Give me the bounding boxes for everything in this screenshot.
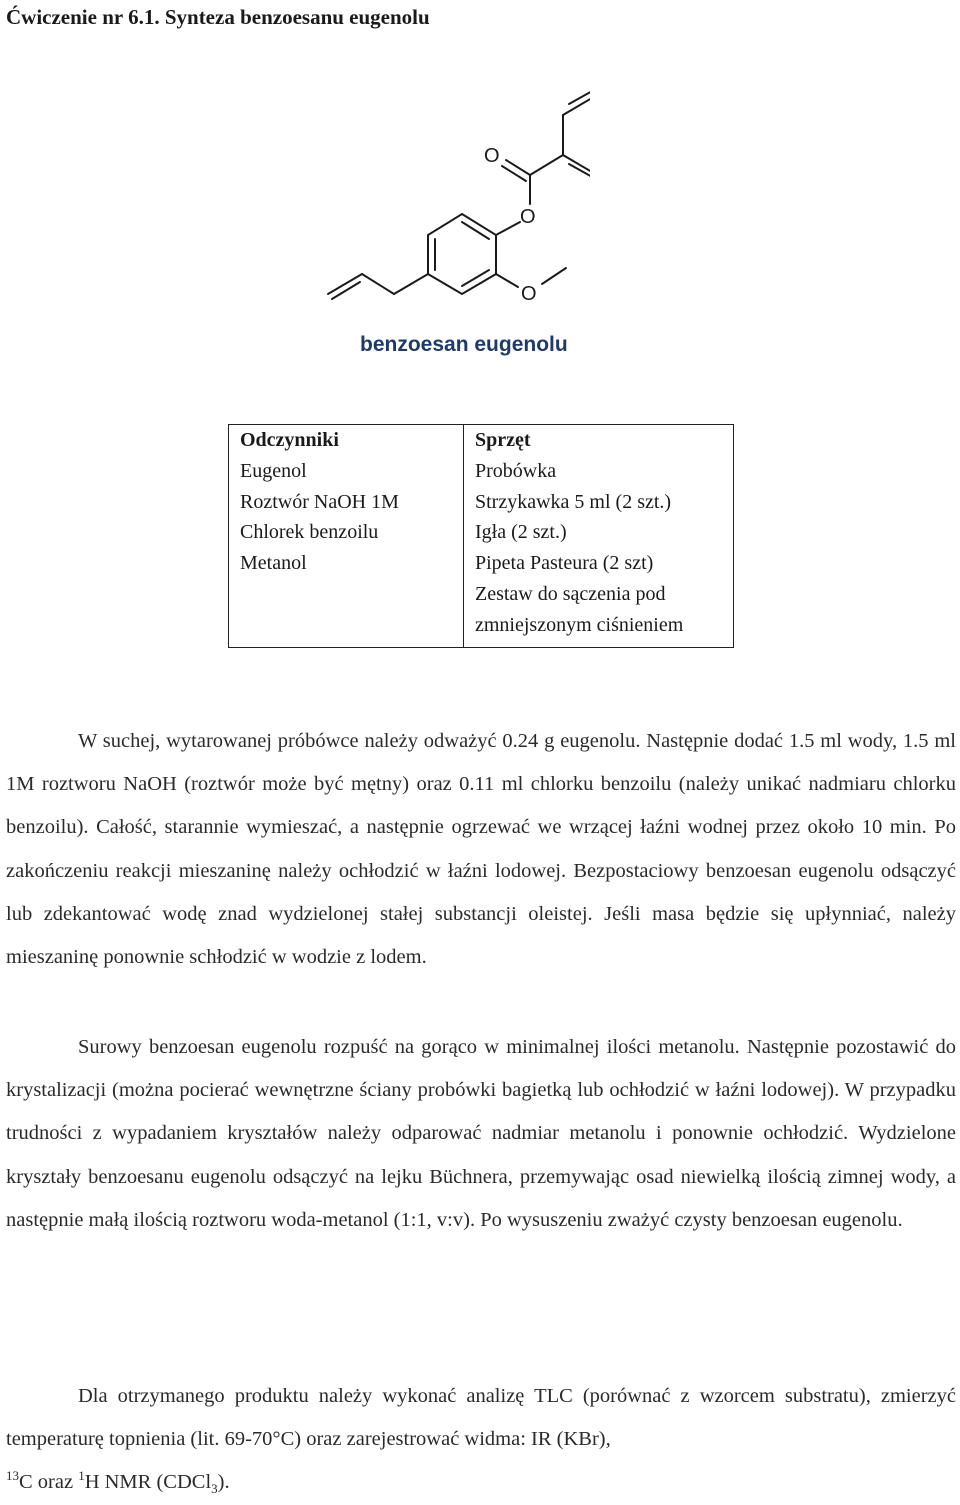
reagent-item: Metanol xyxy=(240,552,307,575)
eugenol-ring-inner-bond xyxy=(462,270,489,286)
reagents-equipment-table xyxy=(228,424,734,648)
reagents-column xyxy=(229,425,464,648)
procedure-paragraph-crystallization: Surowy benzoesan eugenolu rozpuść na gorąco w minimalnej ilości metanolu. Następnie pozostawić do krystalizacji (można pocierać wewnętrzne ściany probówki bagietką lub ochłodzić w łaźni lodowej). W przypadku trudności z wypadaniem kryształów należy odparować nadmiar metanolu i ponownie ochłodzić. Wydzielone kryształy benzoesanu eugenolu odsączyć na lejku Büchnera, przemywając osad niewielką ilością zimnej wody, a następnie małą ilością roztworu woda-metanol (1:1, v:v). Po wysuszeniu zważyć czysty benzoesan eugenolu. xyxy=(6,1036,956,1231)
procedure-paragraph-synthesis: W suchej, wytarowanej próbówce należy odważyć 0.24 g eugenolu. Następnie dodać 1.5 ml wody, 1.5 ml 1M roztworu NaOH (roztwór może być mętny) oraz 0.11 ml chlorku benzoilu (należy unikać nadmiaru chlorku benzoilu). Całość, starannie wymieszać, a następnie ogrzewać we wrzącej łaźni wodnej przez około 10 min. Po zakończeniu reakcji mieszaninę należy ochłodzić w łaźni lodowej. Bezpostaciowy benzoesan eugenolu odsączyć lub zdekantować wodę znad wydzielonej stałej substancji oleistej. Jeśli masa będzie się upłynniać, należy mieszaninę ponownie schłodzić w wodzie z lodem. xyxy=(6,730,956,969)
carbon-mass-number: 13 xyxy=(6,1468,19,1484)
hydrogen-mass-number: 1 xyxy=(78,1468,85,1484)
carbonyl-double-bond-b xyxy=(502,166,526,181)
reagent-item: Eugenol xyxy=(240,459,307,482)
analysis-text: Dla otrzymanego produktu należy wykonać analizę TLC (porównać z wzorcem substratu), zmierzyć temperaturę topnienia (lit. 69-70°C) oraz zarejestrować widma: IR (KBr), xyxy=(6,1385,956,1451)
equipment-item: Pipeta Pasteura (2 szt) xyxy=(475,552,654,575)
ring-to-carbonyl-bond xyxy=(530,155,563,175)
ester-o-to-ring-bond xyxy=(496,222,520,235)
benzoyl-ring xyxy=(563,95,590,175)
methoxy-oxygen-label: O xyxy=(521,283,537,305)
analysis-end: ). xyxy=(217,1471,230,1494)
allyl-bond-1 xyxy=(394,274,428,294)
eugenol-ring xyxy=(428,214,496,294)
chemical-structure xyxy=(310,82,590,314)
equipment-item: Probówka xyxy=(475,459,557,482)
equipment-column xyxy=(464,425,734,648)
allyl-bond-2 xyxy=(362,274,394,294)
page-title: Ćwiczenie nr 6.1. Synteza benzoesanu eugenolu xyxy=(6,5,430,29)
carbonyl-oxygen-label: O xyxy=(484,145,500,167)
eugenol-benzoate-structure-diagram xyxy=(310,82,590,314)
structure-caption: benzoesan eugenolu xyxy=(360,333,568,356)
benzoyl-ring-inner-bond xyxy=(569,164,590,178)
reagent-item: Roztwór NaOH 1M xyxy=(240,490,399,513)
eugenol-ring-inner-bond xyxy=(462,222,489,239)
ester-oxygen-label: O xyxy=(520,206,536,228)
equipment-item: Igła (2 szt.) xyxy=(475,521,567,544)
ring-to-methoxy-o-bond xyxy=(496,274,518,287)
equipment-item: zmniejszonym ciśnieniem xyxy=(475,613,684,636)
equipment-header: Sprzęt xyxy=(475,429,531,451)
equipment-item: Strzykawka 5 ml (2 szt.) xyxy=(475,490,672,513)
reagents-header: Odczynniki xyxy=(240,429,339,451)
equipment-item: Zestaw do sączenia pod xyxy=(475,582,666,605)
reagent-item: Chlorek benzoilu xyxy=(240,521,379,544)
proton-nmr-text: H NMR (CDCl xyxy=(84,1471,212,1494)
carbon-nmr-text: C oraz xyxy=(19,1471,74,1494)
table-row xyxy=(229,425,734,648)
carbonyl-double-bond-a xyxy=(506,160,530,175)
methoxy-methyl-bond xyxy=(542,268,566,284)
procedure-paragraph-analysis xyxy=(6,1375,956,1505)
chlorine-count: 3 xyxy=(211,1481,218,1497)
